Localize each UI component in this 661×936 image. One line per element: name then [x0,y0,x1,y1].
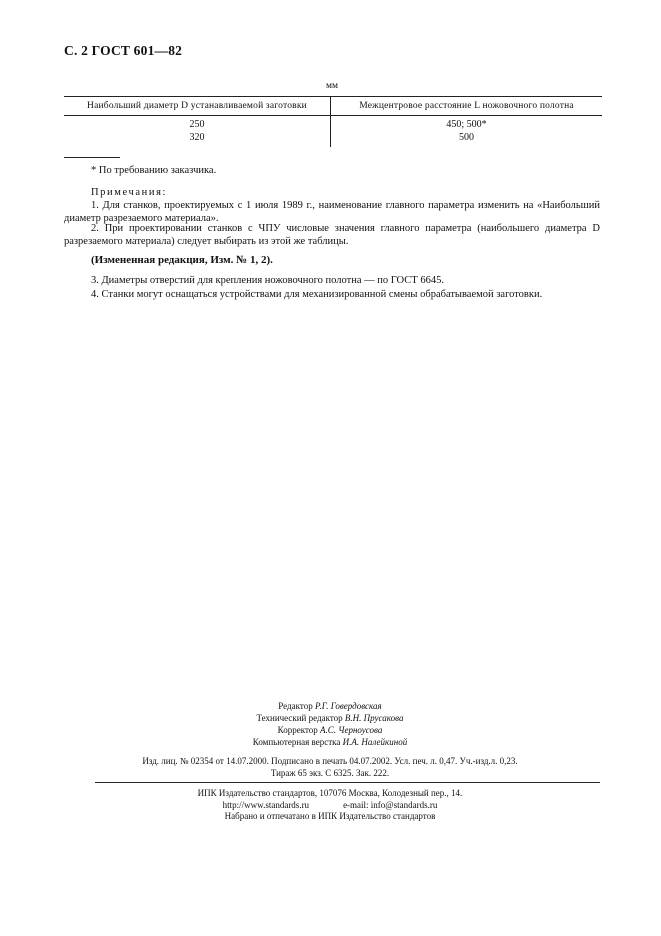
layout-name: И.А. Налейкиной [342,737,408,747]
footnote-rule [64,157,120,158]
layout-label: Компьютерная верстка [252,737,341,747]
proofreader-label: Корректор [277,725,318,735]
footnote: * По требованию заказчика. [91,165,217,176]
publisher-address: ИПК Издательство стандартов, 107076 Москва, Колодезный пер., 14. [197,788,463,798]
table-cell: 450; 500* [446,119,487,130]
table-cell: 250 [189,119,205,130]
note-item: 2. При проектировании станков с ЧПУ числовые значения главного параметра (наибольшего диаметра D разрезаемого материала) следует выбирать из этой же таблицы. [64,223,600,247]
paragraph: 3. Диаметры отверстий для крепления ножовочного полотна — по ГОСТ 6645. [91,275,444,286]
editor-label: Редактор [278,701,313,711]
license-line: Изд. лиц. № 02354 от 14.07.2000. Подписано в печать 04.07.2002. Усл. печ. л. 0,47. Уч.-изд.л. 0,23. [142,756,518,766]
print-run-line: Тираж 65 экз. С 6325. Зак. 222. [270,768,390,778]
table-cell: 500 [459,132,474,143]
table-cell: 320 [189,132,205,143]
publication-info [80,755,580,779]
table-header-rule [64,115,602,116]
proofreader-name: А.С. Черноусова [320,725,383,735]
table-top-rule [64,96,602,97]
editor-line [160,700,500,712]
table-header-diameter: Наибольший диаметр D устанавливаемой заготовки [87,101,307,111]
tech-editor-name: В.Н. Прусакова [344,713,404,723]
paragraph: 4. Станки могут оснащаться устройствами для механизированной смены обрабатываемой заготовки. [91,289,543,300]
note-item: 1. Для станков, проектируемых с 1 июля 1989 г., наименование главного параметра изменить на «Наибольший диаметр разрезаемого материала». [64,200,600,224]
publisher-rule [95,782,600,783]
website-link[interactable]: http://www.standards.ru [222,799,310,810]
editor-name: Р.Г. Говердовская [314,701,382,711]
layout-line [160,736,500,748]
email-link[interactable]: e-mail: info@standards.ru [343,799,438,810]
publisher-info [80,788,580,823]
tech-editor-label: Технический редактор [256,713,343,723]
notes-heading: Примечания: [91,187,168,198]
changed-edition-note: (Измененная редакция, Изм. № 1, 2). [91,254,273,266]
proofreader-line [160,724,500,736]
tech-editor-line [160,712,500,724]
table-unit: мм [326,81,339,91]
page-title: С. 2 ГОСТ 601—82 [64,43,183,58]
printed-by: Набрано и отпечатано в ИПК Издательство стандартов [224,811,436,821]
colophon [160,700,500,748]
table-header-distance: Межцентровое расстояние L ножовочного полотна [359,101,574,111]
contacts-line [80,800,580,812]
